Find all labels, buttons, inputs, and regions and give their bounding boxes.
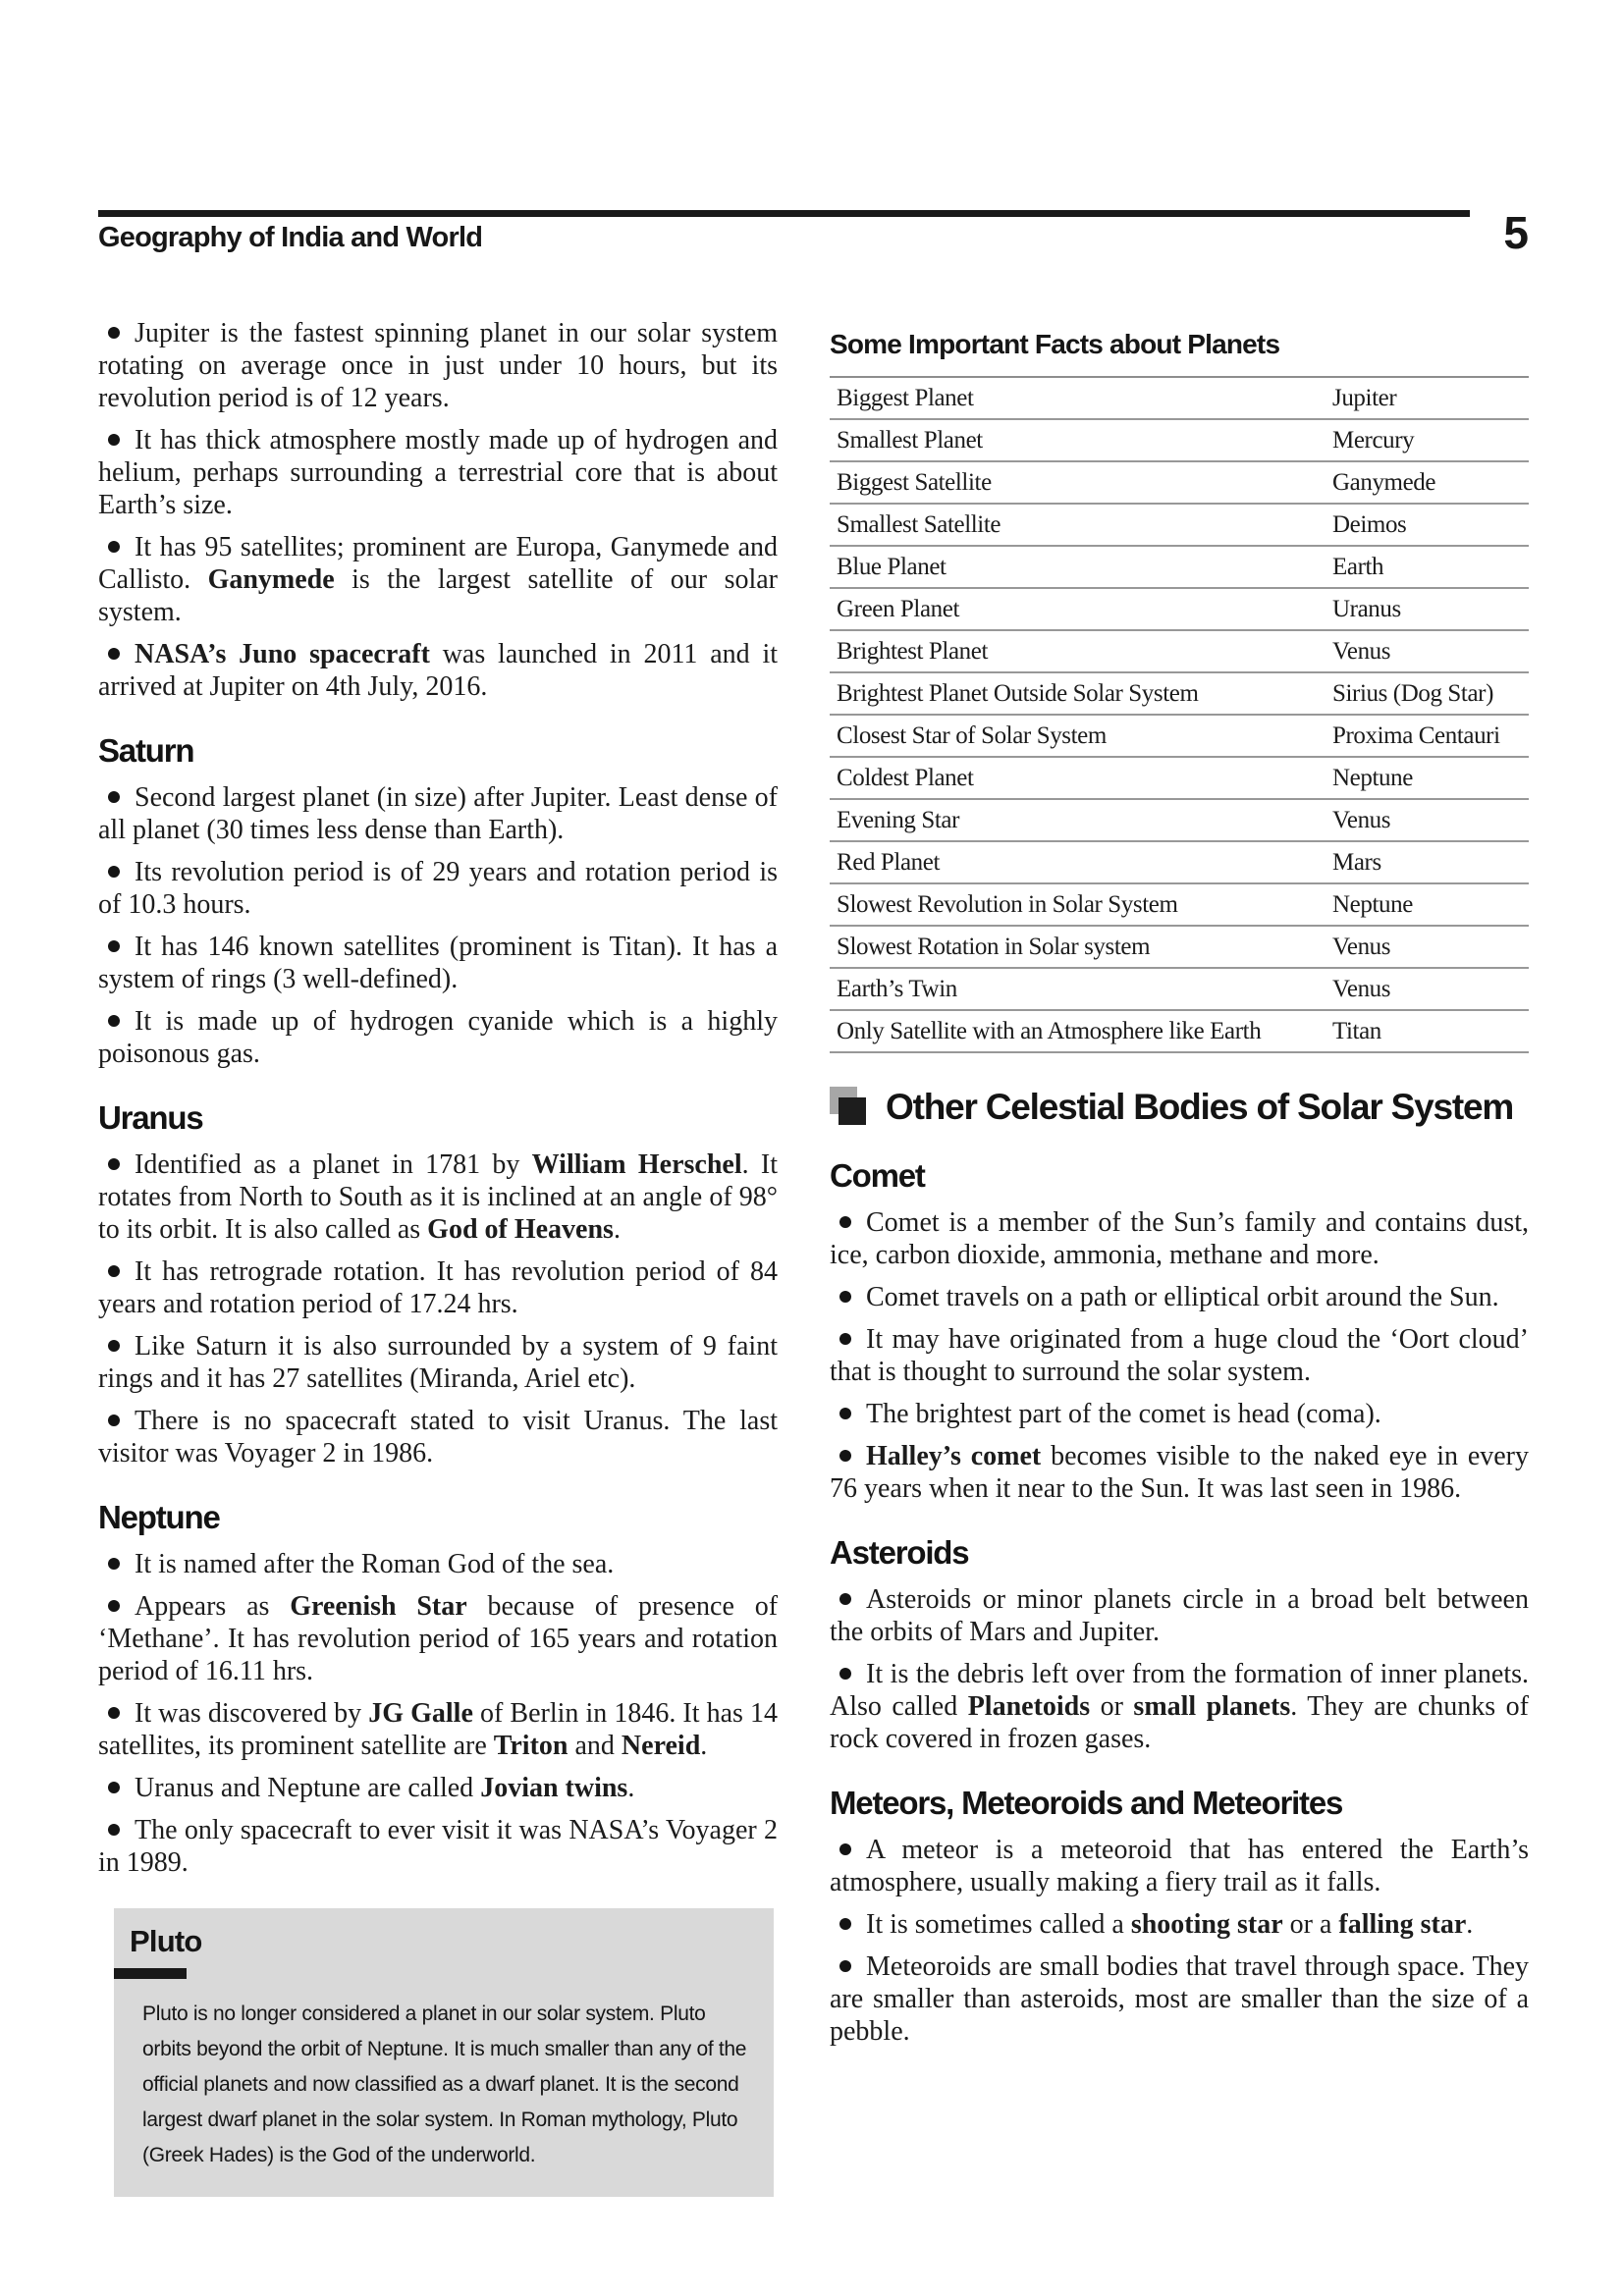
table-row — [830, 716, 1529, 758]
fact-label: Biggest Planet — [837, 384, 974, 411]
text-run: . — [1466, 1909, 1474, 1940]
fact-value: Venus — [1332, 975, 1391, 1002]
text-run: . — [700, 1731, 708, 1761]
fact-label: Closest Star of Solar System — [837, 721, 1107, 749]
text-run: . — [613, 1214, 621, 1245]
fact-label: Green Planet — [837, 595, 960, 622]
fact-value: Mars — [1332, 848, 1381, 876]
bullet-item — [830, 1583, 1529, 1648]
text-run: of Berlin in 1846. It has 14 satellites, its prominent satellite are — [98, 1698, 778, 1761]
pluto-box — [114, 1908, 774, 2197]
text-run: because of presence of ‘Methane’. It has revolution period of 165 years and rotation period of 16.11 hrs. — [98, 1591, 779, 1686]
text-run: Its revolution period is of 29 years and rotation period is of 10.3 hours. — [98, 857, 778, 920]
fact-label: Smallest Satellite — [837, 510, 1001, 538]
bullet-dot-icon — [108, 1782, 120, 1793]
bullet-item — [830, 1281, 1529, 1313]
right-column — [830, 317, 1529, 2057]
bullet-dot-icon — [108, 1340, 120, 1352]
text-run: It is made up of hydrogen cyanide which is a highly poisonous gas. — [98, 1006, 778, 1069]
fact-label: Brightest Planet — [837, 637, 989, 665]
pluto-box-heading: Pluto — [130, 1924, 202, 1958]
fact-value: Uranus — [1332, 595, 1401, 622]
text-run: falling star — [1338, 1909, 1467, 1940]
bullet-item — [830, 1834, 1529, 1898]
text-run: Meteoroids are small bodies that travel through space. They are smaller than asteroids, most are smaller than the size of a pebble. — [830, 1951, 1529, 2047]
left-column — [98, 317, 778, 2197]
text-run: Asteroids or minor planets circle in a broad belt between the orbits of Mars and Jupiter. — [830, 1584, 1529, 1647]
text-run: Halley’s comet — [866, 1441, 1042, 1471]
text-run: William Herschel — [531, 1149, 742, 1180]
fact-value: Jupiter — [1332, 384, 1397, 411]
bullet-dot-icon — [839, 1960, 851, 1972]
bullet-dot-icon — [108, 1415, 120, 1426]
text-run: Jupiter is the fastest spinning planet in our solar system rotating on average once in just under 10 hours, but its revolution period is of 12 years. — [98, 318, 778, 413]
fact-label: Coldest Planet — [837, 764, 974, 791]
bullet-dot-icon — [108, 1824, 120, 1836]
text-run: or a — [1282, 1909, 1339, 1940]
text-run: . It rotates from North to South as it is inclined at an angle of 98° to its orbit. It is also called as — [98, 1149, 778, 1245]
table-row — [830, 505, 1529, 547]
text-run: God of Heavens — [427, 1214, 614, 1245]
text-run: or — [1090, 1691, 1134, 1722]
fact-value: Titan — [1332, 1017, 1381, 1044]
text-run: It is named after the Roman God of the sea. — [135, 1549, 615, 1579]
fact-value: Proxima Centauri — [1332, 721, 1500, 749]
header-rule — [98, 210, 1470, 217]
bullet-item — [98, 1590, 778, 1687]
text-run: It may have originated from a huge cloud the ‘Oort cloud’ that is thought to surround the solar system. — [830, 1324, 1529, 1387]
bullet-item — [98, 856, 778, 921]
header-title: Geography of India and World — [98, 222, 483, 253]
bullet-item — [98, 1697, 778, 1762]
bullet-dot-icon — [839, 1918, 851, 1930]
text-run: The brightest part of the comet is head (coma). — [866, 1399, 1381, 1429]
text-run: is the largest satellite of our solar system. — [98, 564, 778, 627]
bullet-item — [98, 931, 778, 995]
text-run: The only spacecraft to ever visit it was NASA’s Voyager 2 in 1989. — [98, 1815, 778, 1878]
table-row — [830, 673, 1529, 716]
bullet-item — [98, 1548, 778, 1580]
text-run: Ganymede — [207, 564, 335, 595]
table-row — [830, 1011, 1529, 1053]
bullet-item — [98, 317, 778, 414]
text-run: It has thick atmosphere mostly made up of hydrogen and helium, perhaps surrounding a terrestrial core that is about Earth’s size. — [98, 425, 778, 520]
marker-black-square — [839, 1097, 866, 1125]
bullet-dot-icon — [108, 940, 120, 952]
table-row — [830, 800, 1529, 842]
table-row — [830, 462, 1529, 505]
text-run: Like Saturn it is also surrounded by a system of 9 faint rings and it has 27 satellites (Miranda, Ariel etc). — [98, 1331, 778, 1394]
bullet-item — [98, 1814, 778, 1879]
text-run: It was discovered by — [135, 1698, 369, 1729]
right-subsections — [830, 1157, 1529, 2048]
fact-label: Slowest Rotation in Solar system — [837, 933, 1151, 960]
text-run: Greenish Star — [290, 1591, 467, 1622]
bullet-item — [830, 1323, 1529, 1388]
bullet-dot-icon — [839, 1450, 851, 1462]
text-run: It has 95 satellites; prominent are Europa, Ganymede and Callisto. — [98, 532, 778, 595]
fact-label: Brightest Planet Outside Solar System — [837, 679, 1199, 707]
bullet-item — [98, 531, 778, 628]
bullet-dot-icon — [839, 1408, 851, 1419]
text-run: It is the debris left over from the formation of inner planets. Also called — [830, 1659, 1529, 1722]
bullet-item — [98, 1255, 778, 1320]
heading-meteors-meteoroids-and-meteorites: Meteors, Meteoroids and Meteorites — [830, 1785, 1343, 1821]
text-run: Second largest planet (in size) after Jupiter. Least dense of all planet (30 times less dense than Earth). — [98, 782, 778, 845]
fact-value: Sirius (Dog Star) — [1332, 679, 1494, 707]
bullet-dot-icon — [839, 1333, 851, 1345]
fact-value: Neptune — [1332, 890, 1413, 918]
table-row — [830, 842, 1529, 884]
bullet-dot-icon — [839, 1668, 851, 1680]
text-run: Jovian twins — [480, 1773, 628, 1803]
fact-label: Only Satellite with an Atmosphere like Earth — [837, 1017, 1262, 1044]
pluto-heading-underline — [114, 1968, 187, 1979]
fact-value: Deimos — [1332, 510, 1407, 538]
bullet-dot-icon — [839, 1216, 851, 1228]
fact-value: Venus — [1332, 806, 1391, 833]
fact-label: Slowest Revolution in Solar System — [837, 890, 1178, 918]
heading-saturn: Saturn — [98, 732, 194, 769]
bullet-dot-icon — [108, 434, 120, 446]
table-row — [830, 631, 1529, 673]
bullet-dot-icon — [108, 866, 120, 878]
bullet-item — [98, 1330, 778, 1395]
table-row — [830, 927, 1529, 969]
fact-label: Smallest Planet — [837, 426, 983, 454]
bullet-dot-icon — [108, 1015, 120, 1027]
text-run: A meteor is a meteoroid that has entered the Earth’s atmosphere, usually making a fiery trail as it falls. — [830, 1835, 1529, 1897]
bullet-item — [98, 424, 778, 521]
text-run: and — [568, 1731, 622, 1761]
bullet-dot-icon — [108, 648, 120, 660]
text-run: Planetoids — [967, 1691, 1091, 1722]
text-run: It has 146 known satellites (prominent is Titan). It has a system of rings (3 well-defined). — [98, 932, 778, 994]
text-run: Comet is a member of the Sun’s family and contains dust, ice, carbon dioxide, ammonia, methane and more. — [830, 1207, 1529, 1270]
bullet-item — [830, 1440, 1529, 1505]
fact-value: Venus — [1332, 933, 1391, 960]
bullet-item — [98, 1005, 778, 1070]
text-run: Triton — [493, 1731, 568, 1761]
section-heading-other-celestial-bodies — [830, 1087, 1529, 1128]
facts-table — [830, 376, 1529, 1053]
text-run: Comet travels on a path or elliptical orbit around the Sun. — [866, 1282, 1499, 1312]
bullet-dot-icon — [108, 1600, 120, 1612]
bullet-dot-icon — [108, 791, 120, 803]
text-run: becomes visible to the naked eye in every 76 years when it near to the Sun. It was last seen in 1986. — [830, 1441, 1530, 1504]
fact-value: Earth — [1332, 553, 1384, 580]
bullet-dot-icon — [108, 1707, 120, 1719]
facts-table-title: Some Important Facts about Planets — [830, 329, 1280, 359]
bullet-dot-icon — [108, 1158, 120, 1170]
bullet-item — [98, 638, 778, 703]
text-run: Nereid — [621, 1731, 701, 1761]
heading-asteroids: Asteroids — [830, 1534, 969, 1571]
table-row — [830, 969, 1529, 1011]
heading-uranus: Uranus — [98, 1099, 203, 1136]
text-run: Uranus and Neptune are called — [135, 1773, 481, 1803]
fact-value: Neptune — [1332, 764, 1413, 791]
text-run: It has retrograde rotation. It has revolution period of 84 years and rotation period of 17.24 hrs. — [98, 1256, 778, 1319]
bullet-item — [98, 1148, 778, 1246]
fact-value: Ganymede — [1332, 468, 1436, 496]
table-row — [830, 420, 1529, 462]
bullet-item — [98, 1772, 778, 1804]
heading-neptune: Neptune — [98, 1499, 220, 1535]
text-run: shooting star — [1130, 1909, 1283, 1940]
bullet-dot-icon — [839, 1593, 851, 1605]
text-run: Identified as a planet in 1781 by — [135, 1149, 532, 1180]
bullet-dot-icon — [108, 1558, 120, 1570]
pluto-box-text: Pluto is no longer considered a planet in our solar system. Pluto orbits beyond the orbit of Neptune. It is much smaller than any of the official planets and now classified as a dwarf planet. It is the second largest dwarf planet in the solar system. In Roman mythology, Pluto (Greek Hades) is the God of the underworld. — [142, 2002, 747, 2166]
bullet-item — [830, 1908, 1529, 1941]
bullet-item — [98, 1405, 778, 1469]
bullet-item — [830, 1398, 1529, 1430]
text-run: It is sometimes called a — [866, 1909, 1131, 1940]
fact-label: Earth’s Twin — [837, 975, 957, 1002]
bullet-item — [830, 1950, 1529, 2048]
bullet-dot-icon — [839, 1291, 851, 1303]
fact-label: Blue Planet — [837, 553, 947, 580]
bullet-dot-icon — [108, 541, 120, 553]
table-row — [830, 547, 1529, 589]
square-marker-icon — [830, 1087, 869, 1128]
bullet-dot-icon — [839, 1843, 851, 1855]
fact-label: Red Planet — [837, 848, 941, 876]
text-run: small planets — [1133, 1691, 1291, 1722]
text-run: was launched in 2011 and it arrived at Jupiter on 4th July, 2016. — [98, 639, 778, 702]
fact-value: Venus — [1332, 637, 1391, 665]
text-run: There is no spacecraft stated to visit Uranus. The last visitor was Voyager 2 in 1986. — [98, 1406, 778, 1468]
table-row — [830, 378, 1529, 420]
bullet-item — [830, 1658, 1529, 1755]
fact-label: Evening Star — [837, 806, 960, 833]
page-number: 5 — [1503, 207, 1529, 258]
table-row — [830, 758, 1529, 800]
fact-value: Mercury — [1332, 426, 1415, 454]
text-run: . — [627, 1773, 635, 1803]
text-run: JG Galle — [368, 1698, 473, 1729]
table-row — [830, 589, 1529, 631]
text-run: Appears as — [135, 1591, 291, 1622]
text-run: NASA’s Juno spacecraft — [135, 639, 430, 669]
bullet-item — [830, 1206, 1529, 1271]
fact-label: Biggest Satellite — [837, 468, 992, 496]
bullet-item — [98, 781, 778, 846]
section-heading-text: Other Celestial Bodies of Solar System — [886, 1087, 1514, 1127]
heading-comet: Comet — [830, 1157, 925, 1194]
text-run: . They are chunks of rock covered in frozen gases. — [830, 1691, 1529, 1754]
bullet-dot-icon — [108, 1265, 120, 1277]
bullet-dot-icon — [108, 327, 120, 339]
table-row — [830, 884, 1529, 927]
